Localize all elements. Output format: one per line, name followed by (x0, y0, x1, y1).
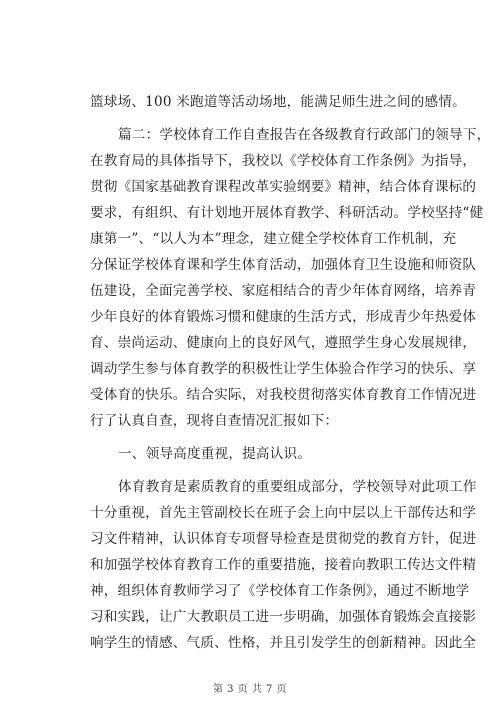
text-line: 习文件精神，认识体育专项督导检查是贯彻党的教育方针，促进 (90, 531, 477, 547)
text-line: 和加强学校体育教育工作的重要措施，接着向教职工传达文件精 (90, 557, 477, 573)
text-line: 响学生的情感、气质、性格，并且引发学生的创新精神。因此全 (90, 635, 477, 651)
text-line: 在教育局的具体指导下，我校以《学校体育工作条例》为指导， (90, 153, 477, 169)
text-line: 十分重视，首先主管副校长在班子会上向中层以上干部传达和学 (90, 505, 477, 521)
text-line: 篮球场、100 米跑道等活动场地，能满足师生进之间的感情。 (90, 94, 466, 110)
text-line: 贯彻《国家基础教育课程改革实验纲要》精神，结合体育课标的 (90, 179, 477, 195)
text-line: 分保证学校体育课和学生体育活动，加强体育卫生设施和师资队 (90, 257, 477, 273)
text-line: 康第一”、“以人为本”理念，建立健全学校体育工作机制，充 (90, 231, 457, 247)
text-line: 习和实践，让广大教职员工进一步明确，加强体育锻炼会直接影 (90, 609, 477, 625)
text-line: 要求，有组织、有计划地开展体育教学、科研活动。学校坚持“健 (90, 205, 484, 221)
text-line: 调动学生参与体育教学的积极性让学生体验合作学习的快乐、享 (90, 361, 477, 377)
text-line: 少年良好的体育锻炼习惯和健康的生活方式，形成青少年热爱体 (90, 309, 477, 325)
text-line: 体育教育是素质教育的重要组成部分，学校领导对此项工作 (118, 479, 477, 495)
text-line: 伍建设，全面完善学校、家庭相结合的青少年体育网络，培养青 (90, 283, 477, 299)
text-line: 受体育的快乐。结合实际，对我校贯彻落实体育教育工作情况进 (90, 387, 477, 403)
text-line: 行了认真自查，现将自查情况汇报如下： (90, 413, 339, 429)
section-heading: 一、领导高度重视，提高认识。 (118, 446, 312, 462)
text-line: 育、崇尚运动、健康向上的良好风气，遵照学生身心发展规律， (90, 335, 477, 351)
page-number: 第 3 页 共 7 页 (212, 684, 288, 695)
text-line: 神，组织体育教师学习了《学校体育工作条例》，通过不断地学 (90, 583, 470, 599)
text-line: 篇二：学校体育工作自查报告在各级教育行政部门的领导下， (118, 127, 491, 143)
